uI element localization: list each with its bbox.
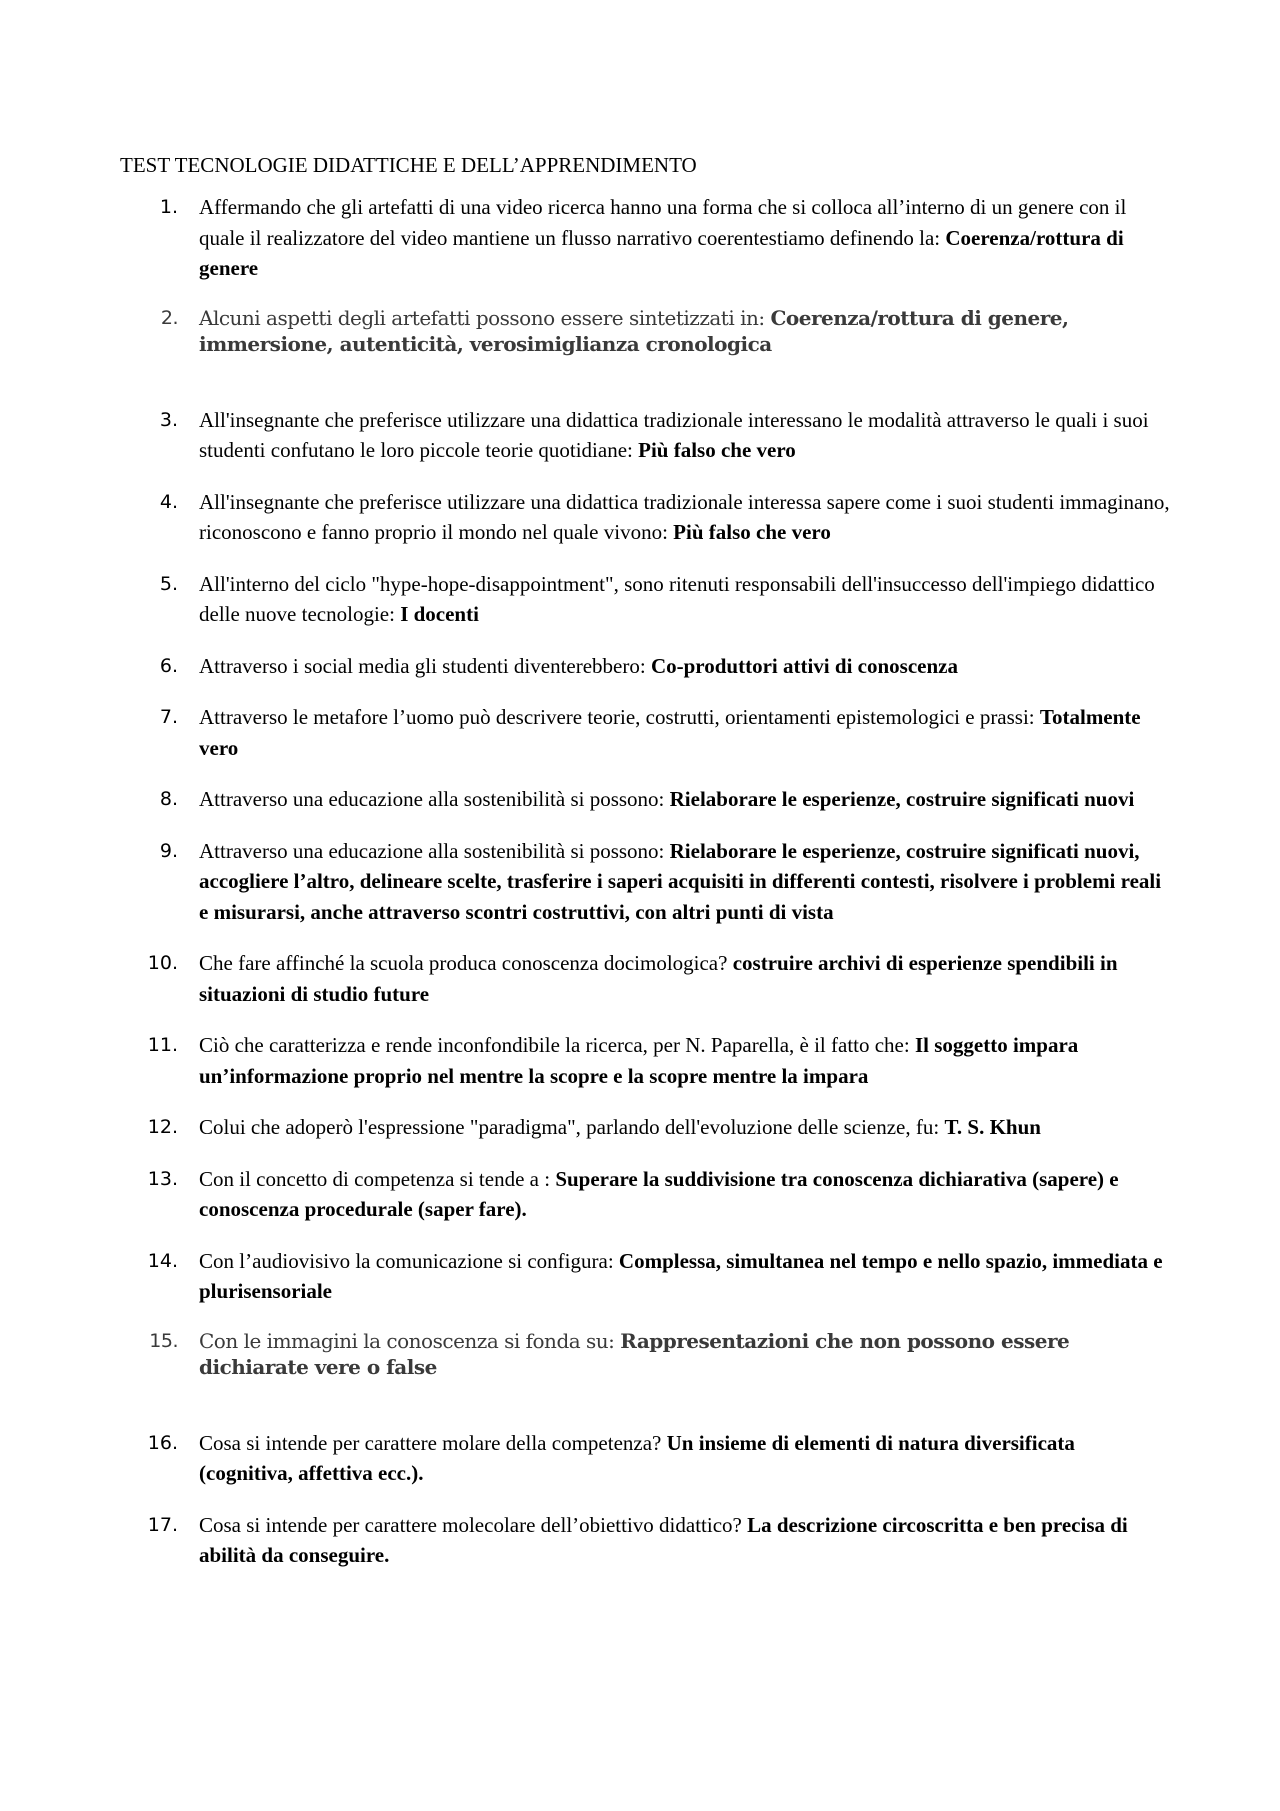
question-text: Alcuni aspetti degli artefatti possono essere sintetizzati in: [199, 305, 771, 330]
answer-text: Un insieme di elementi di natura diversificata (cognitiva, affettiva ecc.). [199, 1430, 1075, 1485]
question-item-8 [120, 784, 1170, 815]
answer-text: Rielaborare le esperienze, costruire significati nuovi [669, 787, 1135, 811]
question-item-5 [120, 569, 1170, 630]
question-text: Con l’audiovisivo la comunicazione si configura: [199, 1248, 619, 1273]
question-number: 8. [159, 788, 178, 810]
question-item-3 [120, 405, 1170, 466]
question-number: 13. [147, 1167, 178, 1190]
question-text: Cosa si intende per carattere molecolare dell’obiettivo didattico? [199, 1512, 748, 1537]
question-text: Affermando che gli artefatti di una video ricerca hanno una forma che si colloca all’interno di un genere con il quale il realizzatore del video mantiene un flusso narrativo coerentestiamo definendo la: [199, 195, 1127, 250]
question-text: Attraverso i social media gli studenti diventerebbero: [199, 653, 651, 678]
answer-text: Co-produttori attivi di conoscenza [650, 653, 958, 678]
question-number: 16. [147, 1431, 178, 1454]
answer-text: Superare la suddivisione tra conoscenza dichiarativa (sapere) e conoscenza procedurale (saper fare). [199, 1166, 1119, 1221]
question-item-15 [120, 1328, 1170, 1380]
answer-text: Rielaborare le esperienze, costruire significati nuovi, accogliere l’altro, delineare scelte, trasferire i saperi acquisiti in differenti contesti, risolvere i problemi reali e misurarsi, anche attraverso scontri costruttivi, con altri punti di vista [199, 838, 1162, 924]
question-item-4 [120, 487, 1170, 548]
question-number: 12. [147, 1116, 178, 1138]
question-number: 11. [147, 1034, 178, 1056]
question-item-11 [120, 1030, 1170, 1091]
question-text: Ciò che caratterizza e rende inconfondibile la ricerca, per N. Paparella, è il fatto che: [199, 1033, 915, 1057]
answer-text: Più falso che vero [638, 438, 796, 462]
question-item-2 [120, 305, 1170, 357]
answer-text: Il soggetto impara un’informazione proprio nel mentre la scopre e la scopre mentre la impara [199, 1033, 1079, 1088]
question-text: Cosa si intende per carattere molare della competenza? [199, 1430, 667, 1455]
answer-text: Rappresentazioni che non possono essere dichiarate vere o false [199, 1328, 1070, 1379]
question-number: 2. [160, 306, 178, 329]
document-title: TEST TECNOLOGIE DIDATTICHE E DELL’APPRENDIMENTO [120, 153, 697, 177]
question-number: 14. [147, 1249, 178, 1272]
document-page [120, 150, 1170, 1592]
answer-text: Più falso che vero [673, 520, 831, 544]
question-item-16 [120, 1428, 1170, 1489]
question-item-1 [120, 192, 1170, 284]
question-number: 1. [159, 196, 178, 218]
answer-text: T. S. Khun [944, 1115, 1041, 1139]
question-text: Con il concetto di competenza si tende a : [199, 1166, 556, 1191]
question-item-14 [120, 1246, 1170, 1307]
question-item-6 [120, 651, 1170, 682]
question-number: 10. [147, 952, 178, 974]
question-item-10 [120, 948, 1170, 1009]
question-text: All'insegnante che preferisce utilizzare una didattica tradizionale interessa sapere come i suoi studenti immaginano, riconoscono e fanno proprio il mondo nel quale vivono: [199, 489, 1170, 544]
question-number: 6. [159, 654, 178, 677]
question-text: All'interno del ciclo "hype-hope-disappointment", sono ritenuti responsabili dell'insuccesso dell'impiego didattico delle nuove tecnologie: [199, 571, 1155, 626]
answer-text: Complessa, simultanea nel tempo e nello spazio, immediata e plurisensoriale [199, 1248, 1163, 1303]
question-number: 4. [159, 490, 178, 513]
question-number: 5. [159, 572, 178, 595]
question-list [120, 192, 1170, 1571]
answer-text: I docenti [400, 602, 479, 626]
question-text: All'insegnante che preferisce utilizzare una didattica tradizionale interessano le modalità attraverso le quali i suoi studenti confutano le loro piccole teorie quotidiane: [199, 407, 1149, 462]
question-text: Attraverso una educazione alla sostenibilità si possono: [199, 787, 670, 811]
question-item-7 [120, 702, 1170, 763]
question-item-9 [120, 836, 1170, 928]
question-number: 3. [159, 408, 178, 431]
answer-text: La descrizione circoscritta e ben precisa di abilità da conseguire. [199, 1512, 1128, 1567]
answer-text: Coerenza/rottura di genere [199, 225, 1124, 280]
question-text: Attraverso una educazione alla sostenibilità si possono: [199, 838, 670, 863]
question-text: Che fare affinché la scuola produca conoscenza docimologica? [199, 951, 733, 975]
answer-text: costruire archivi di esperienze spendibili in situazioni di studio future [199, 951, 1118, 1006]
question-text: Con le immagini la conoscenza si fonda su: [199, 1328, 621, 1353]
question-number: 9. [159, 839, 178, 862]
answer-text: Coerenza/rottura di genere, immersione, autenticità, verosimiglianza cronologica [199, 305, 1069, 356]
question-text: Attraverso le metafore l’uomo può descrivere teorie, costrutti, orientamenti epistemologici e prassi: [199, 705, 1040, 729]
question-item-17 [120, 1510, 1170, 1571]
question-number: 7. [159, 706, 178, 728]
question-item-12 [120, 1112, 1170, 1143]
answer-text: Totalmente vero [199, 705, 1141, 760]
question-number: 17. [147, 1513, 178, 1536]
question-number: 15. [149, 1329, 178, 1352]
question-text: Colui che adoperò l'espressione "paradigma", parlando dell'evoluzione delle scienze, fu: [199, 1115, 945, 1139]
question-item-13 [120, 1164, 1170, 1225]
